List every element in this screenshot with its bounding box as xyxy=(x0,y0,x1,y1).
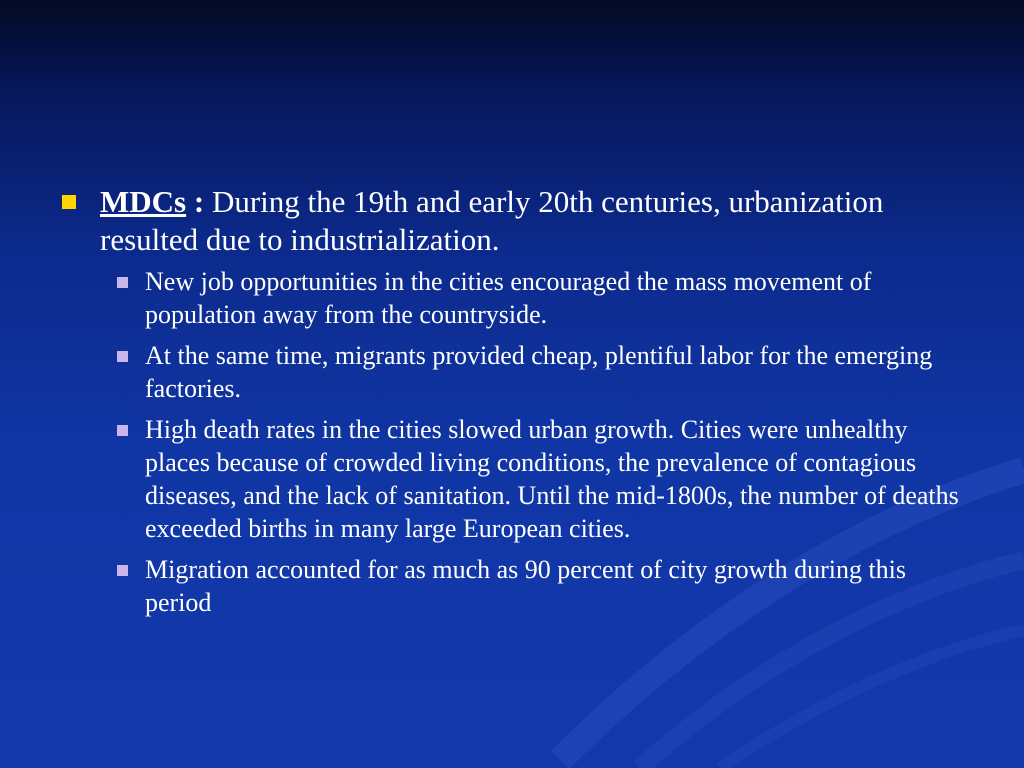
main-point-text: During the 19th and early 20th centuries, urbanization resulted due to industrialization. xyxy=(100,184,884,257)
sub-point-text: Migration accounted for as much as 90 percent of city growth during this period xyxy=(145,555,907,617)
main-term-separator: : xyxy=(186,184,205,219)
sub-bullet-point xyxy=(62,553,962,619)
sub-bullet-point xyxy=(62,265,962,331)
square-bullet-icon xyxy=(117,565,128,576)
sub-point-text: At the same time, migrants provided cheap, plentiful labor for the emerging factories. xyxy=(145,341,933,403)
square-bullet-icon xyxy=(117,351,128,362)
sub-bullet-point xyxy=(62,413,962,545)
square-bullet-icon xyxy=(117,425,128,436)
square-bullet-icon xyxy=(62,195,76,209)
sub-bullet-point xyxy=(62,339,962,405)
sub-bullet-list xyxy=(62,265,962,619)
main-term: MDCs xyxy=(100,184,187,219)
main-bullet-point xyxy=(62,183,962,259)
slide-content xyxy=(62,183,962,627)
square-bullet-icon xyxy=(117,277,128,288)
sub-point-text: High death rates in the cities slowed urban growth. Cities were unhealthy places because of crowded living conditions, the prevalence of contagious diseases, and the lack of sanitation. Until the mid-1800s, the number of deaths exceeded births in many large European cities. xyxy=(145,415,959,543)
sub-point-text: New job opportunities in the cities encouraged the mass movement of population away from the countryside. xyxy=(145,267,872,329)
